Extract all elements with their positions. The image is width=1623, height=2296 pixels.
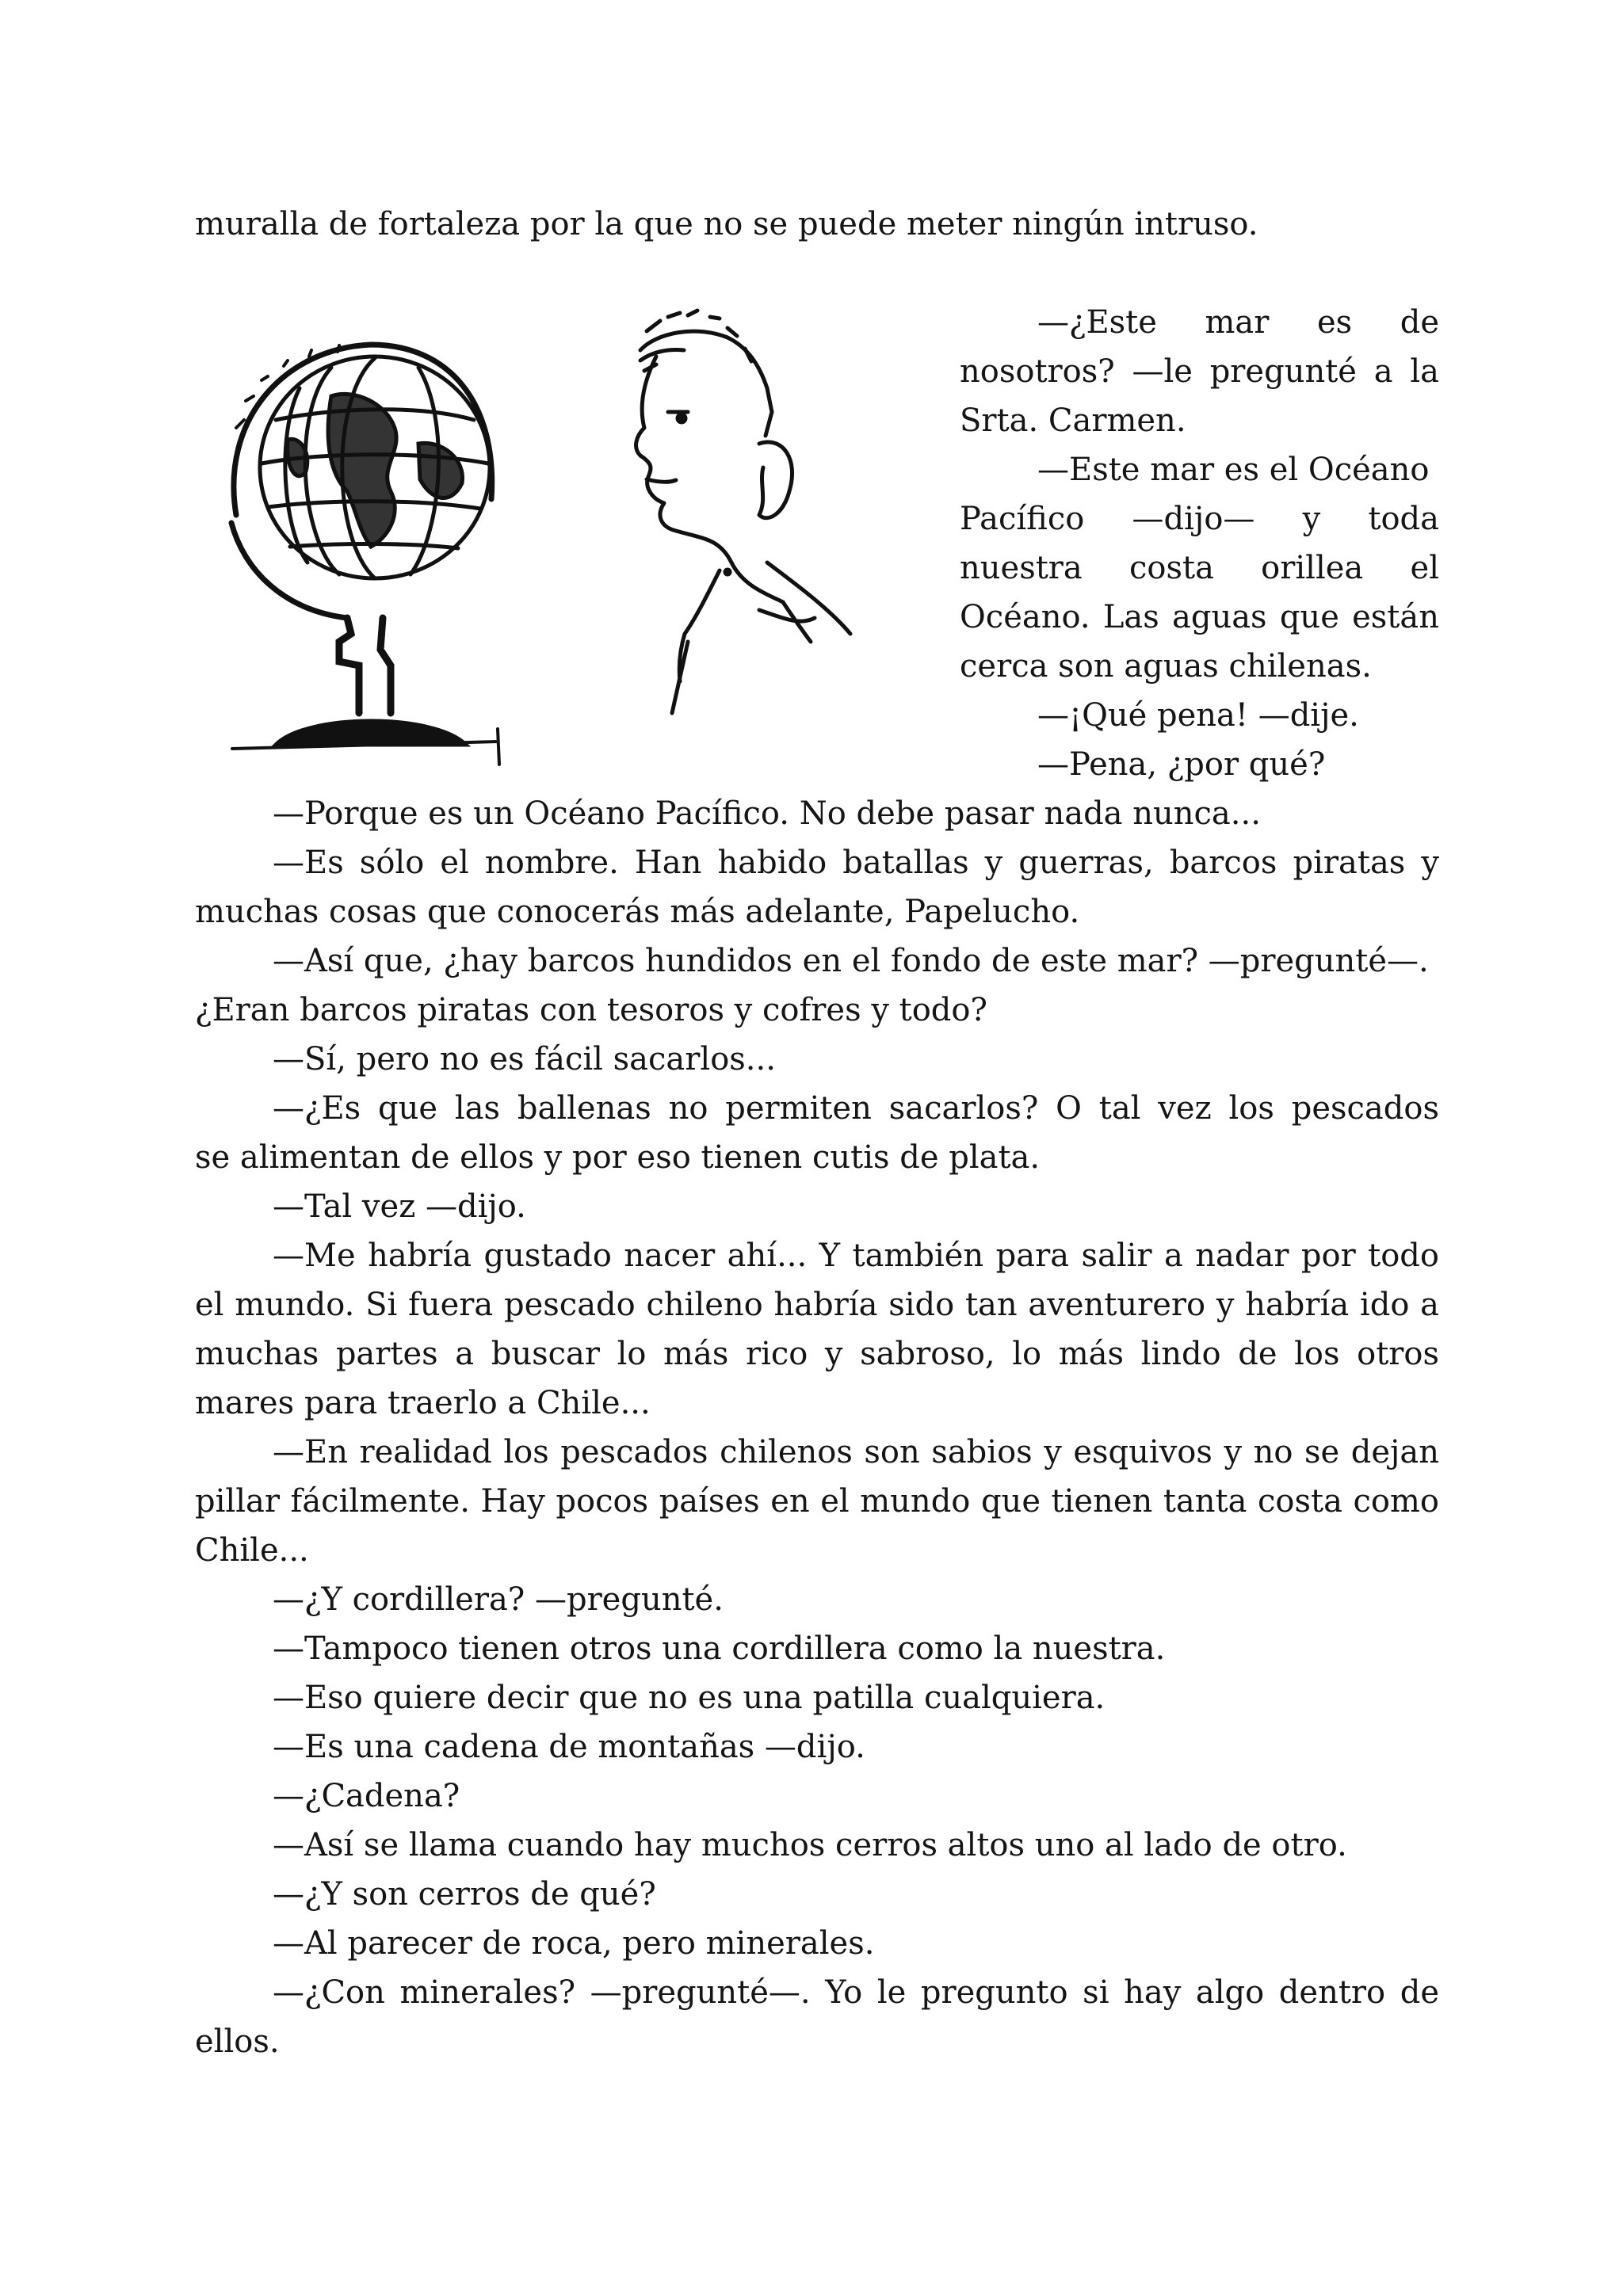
paragraph-line: —Me habría gustado nacer ahí... Y también para salir a nadar por todo xyxy=(273,1238,1439,1274)
boy-profile-icon xyxy=(636,311,850,713)
paragraph-line: —Es sólo el nombre. Han habido batallas y guerras, barcos piratas y xyxy=(273,845,1439,881)
paragraph-line: —¿Es que las ballenas no permiten sacarlos? O tal vez los pescados xyxy=(273,1090,1439,1127)
paragraph-line: —Eso quiere decir que no es una patilla cualquiera. xyxy=(273,1680,1106,1716)
paragraph-line: mares para traerlo a Chile... xyxy=(195,1385,651,1421)
paragraph-line: nuestra costa orillea el xyxy=(960,550,1439,586)
paragraph-line: Chile... xyxy=(195,1532,309,1569)
paragraph-line: —En realidad los pescados chilenos son sabios y esquivos y no se dejan xyxy=(273,1434,1439,1470)
paragraph-line: —Es una cadena de montañas —dijo. xyxy=(273,1729,865,1765)
paragraph-line: —¿Y son cerros de qué? xyxy=(273,1876,656,1913)
paragraph-line: —¿Este mar es de xyxy=(1037,304,1439,341)
paragraph-line: —¡Qué pena! —dije. xyxy=(1037,697,1359,734)
paragraph-line: —Así que, ¿hay barcos hundidos en el fondo de este mar? —pregunté—. xyxy=(273,943,1429,979)
globe-icon xyxy=(231,345,499,765)
paragraph-line: nosotros? —le pregunté a la xyxy=(960,353,1439,390)
paragraph-line: Pacífico —dijo— y toda xyxy=(960,501,1439,537)
paragraph-line: —¿Y cordillera? —pregunté. xyxy=(273,1581,724,1618)
paragraph-line: —Este mar es el Océano xyxy=(1037,452,1430,488)
paragraph-line: muralla de fortaleza por la que no se puede meter ningún intruso. xyxy=(195,206,1258,242)
paragraph-line: —Así se llama cuando hay muchos cerros altos uno al lado de otro. xyxy=(273,1827,1347,1863)
paragraph-line: Océano. Las aguas que están xyxy=(960,599,1439,635)
paragraph-line: —Tal vez —dijo. xyxy=(273,1188,526,1225)
paragraph-line: muchas cosas que conocerás más adelante, Papelucho. xyxy=(195,894,1080,930)
paragraph-line: —Al parecer de roca, pero minerales. xyxy=(273,1925,875,1962)
paragraph-line: Srta. Carmen. xyxy=(960,402,1186,439)
paragraph-line: se alimentan de ellos y por eso tienen cutis de plata. xyxy=(195,1139,1041,1176)
paragraph-line: ellos. xyxy=(195,2023,280,2060)
paragraph-line: el mundo. Si fuera pescado chileno habría sido tan aventurero y habría ido a xyxy=(195,1287,1439,1323)
paragraph-line: ¿Eran barcos piratas con tesoros y cofres y todo? xyxy=(195,992,987,1028)
globe-and-boy-illustration xyxy=(212,301,934,776)
paragraph-line: —Pena, ¿por qué? xyxy=(1037,746,1326,783)
paragraph-line: —¿Cadena? xyxy=(273,1778,460,1814)
paragraph-line: pillar fácilmente. Hay pocos países en el mundo que tienen tanta costa como xyxy=(195,1483,1439,1520)
paragraph-line: —¿Con minerales? —pregunté—. Yo le pregunto si hay algo dentro de xyxy=(273,1974,1439,2011)
paragraph-line: muchas partes a buscar lo más rico y sabroso, lo más lindo de los otros xyxy=(195,1336,1439,1372)
paragraph-line: —Tampoco tienen otros una cordillera como la nuestra. xyxy=(273,1630,1166,1667)
paragraph-line: —Sí, pero no es fácil sacarlos... xyxy=(273,1041,776,1077)
paragraph-line: —Porque es un Océano Pacífico. No debe pasar nada nunca... xyxy=(273,795,1261,832)
paragraph-line: cerca son aguas chilenas. xyxy=(960,648,1372,685)
